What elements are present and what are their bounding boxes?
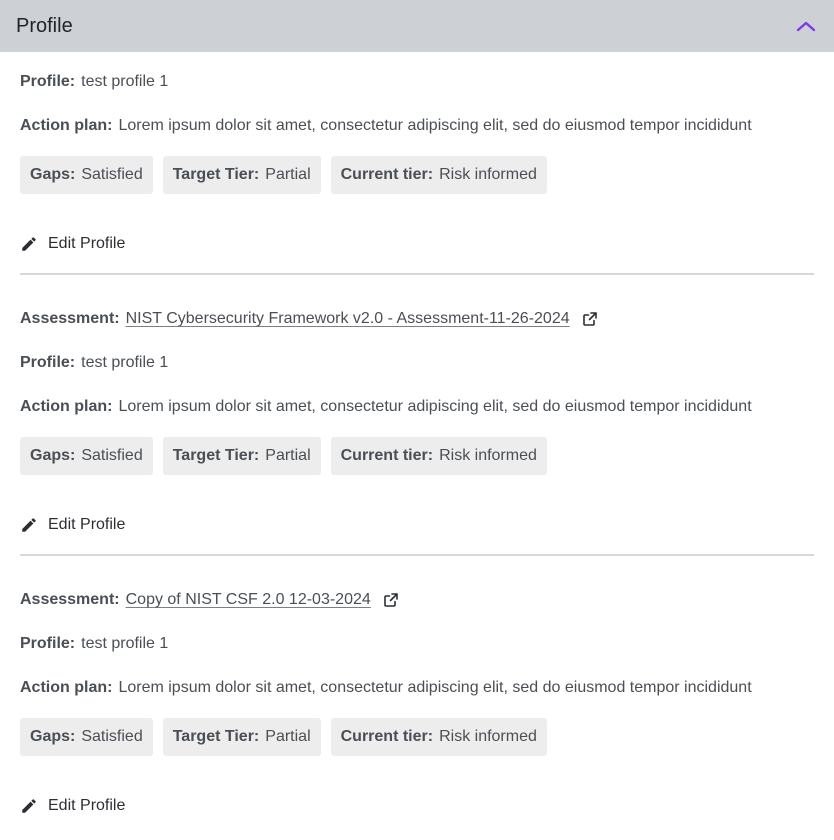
target-tier-value: Partial (265, 728, 311, 745)
gaps-value: Satisfied (81, 728, 143, 745)
gaps-label: Gaps: (30, 728, 76, 745)
pencil-icon (20, 797, 38, 815)
profile-row (20, 352, 168, 374)
action-plan-label: Action plan: (20, 679, 113, 696)
profile-value: test profile 1 (81, 635, 169, 652)
gaps-value: Satisfied (81, 447, 143, 464)
gaps-label: Gaps: (30, 166, 76, 183)
profile-label: Profile: (20, 635, 76, 652)
current-tier-label: Current tier: (340, 447, 434, 464)
gaps-chip (20, 718, 153, 756)
profile-row (20, 633, 168, 655)
target-tier-label: Target Tier: (172, 728, 260, 745)
gaps-chip (20, 156, 153, 194)
external-link-icon[interactable] (383, 592, 399, 608)
assessment-label: Assessment: (20, 310, 120, 327)
profile-row (20, 71, 168, 93)
gaps-label: Gaps: (30, 447, 76, 464)
target-tier-value: Partial (265, 166, 311, 183)
current-tier-label: Current tier: (340, 728, 434, 745)
target-tier-chip (163, 156, 321, 194)
current-tier-chip (331, 156, 547, 194)
target-tier-value: Partial (265, 447, 311, 464)
current-tier-value: Risk informed (439, 728, 537, 745)
edit-profile-button[interactable] (20, 232, 125, 256)
action-plan-row (20, 115, 752, 137)
edit-profile-label: Edit Profile (48, 516, 126, 533)
action-plan-value: Lorem ipsum dolor sit amet, consectetur adipiscing elit, sed do eiusmod tempor incididunt (118, 117, 752, 134)
target-tier-label: Target Tier: (172, 447, 260, 464)
assessment-row (20, 589, 399, 611)
external-link-icon[interactable] (582, 311, 598, 327)
current-tier-label: Current tier: (340, 166, 434, 183)
action-plan-row (20, 677, 752, 699)
panel-title: Profile (16, 14, 73, 37)
entry-divider (20, 554, 814, 556)
chevron-up-icon[interactable] (794, 14, 818, 38)
current-tier-value: Risk informed (439, 166, 537, 183)
assessment-row (20, 308, 598, 330)
gaps-chip (20, 437, 153, 475)
target-tier-chip (163, 718, 321, 756)
target-tier-label: Target Tier: (172, 166, 260, 183)
status-chips (20, 156, 547, 194)
pencil-icon (20, 235, 38, 253)
action-plan-value: Lorem ipsum dolor sit amet, consectetur adipiscing elit, sed do eiusmod tempor incididunt (118, 679, 752, 696)
assessment-link[interactable]: Copy of NIST CSF 2.0 12-03-2024 (125, 591, 371, 608)
entry-divider (20, 273, 814, 275)
current-tier-chip (331, 718, 547, 756)
action-plan-row (20, 396, 752, 418)
action-plan-value: Lorem ipsum dolor sit amet, consectetur adipiscing elit, sed do eiusmod tempor incididunt (118, 398, 752, 415)
edit-profile-label: Edit Profile (48, 797, 126, 814)
target-tier-chip (163, 437, 321, 475)
profile-label: Profile: (20, 354, 76, 371)
status-chips (20, 437, 547, 475)
edit-profile-button[interactable] (20, 794, 125, 818)
pencil-icon (20, 516, 38, 534)
profile-value: test profile 1 (81, 73, 169, 90)
status-chips (20, 718, 547, 756)
edit-profile-label: Edit Profile (48, 235, 126, 252)
edit-profile-button[interactable] (20, 513, 125, 537)
current-tier-value: Risk informed (439, 447, 537, 464)
current-tier-chip (331, 437, 547, 475)
action-plan-label: Action plan: (20, 117, 113, 134)
profile-value: test profile 1 (81, 354, 169, 371)
profile-panel-header[interactable] (0, 0, 834, 52)
assessment-label: Assessment: (20, 591, 120, 608)
profile-label: Profile: (20, 73, 76, 90)
action-plan-label: Action plan: (20, 398, 113, 415)
gaps-value: Satisfied (81, 166, 143, 183)
assessment-link[interactable]: NIST Cybersecurity Framework v2.0 - Assessment-11-26-2024 (125, 310, 570, 327)
